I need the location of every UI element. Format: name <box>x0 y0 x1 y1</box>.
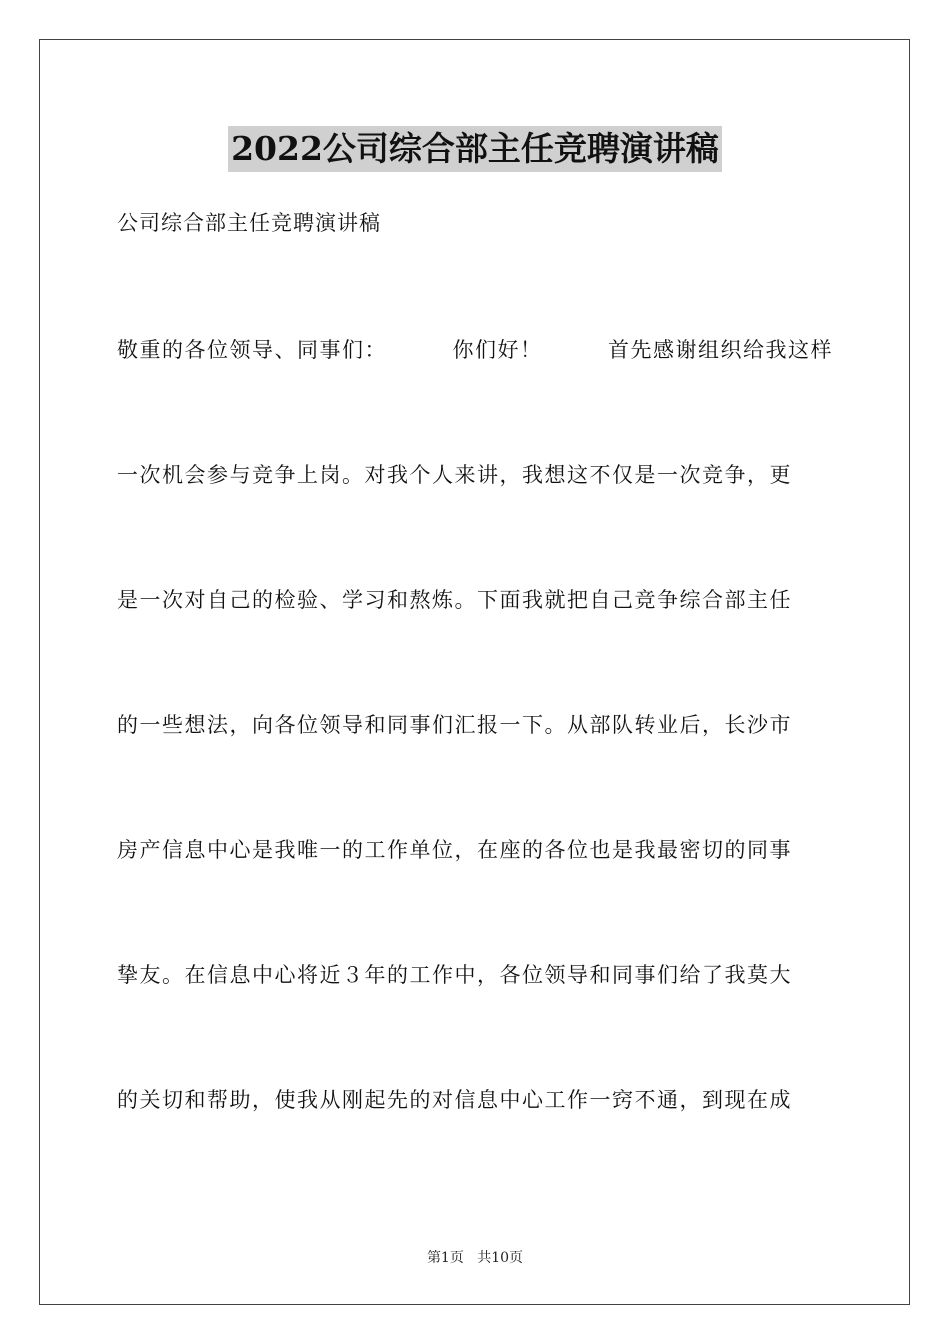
body-line-text: 一次机会参与竞争上岗。对我个人来讲，我想这不仅是一次竞争，更 <box>117 463 792 487</box>
body-line-2 <box>117 455 833 580</box>
document-title: 2022公司综合部主任竞聘演讲稿 <box>228 126 722 172</box>
greeting-salutation: 敬重的各位领导、同事们： <box>117 338 387 362</box>
body-line-text: 挚友。在信息中心将近３年的工作中，各位领导和同事们给了我莫大 <box>117 963 792 987</box>
body-line-7 <box>117 1080 833 1205</box>
page-footer <box>0 1248 950 1268</box>
body-line-5 <box>117 830 833 955</box>
page-number: 第1页 <box>426 1250 464 1266</box>
body-line-4 <box>117 705 833 830</box>
body-line-text: 房产信息中心是我唯一的工作单位，在座的各位也是我最密切的同事 <box>117 838 792 862</box>
body-line-text: 是一次对自己的检验、学习和熬炼。下面我就把自己竞争综合部主任 <box>117 588 792 612</box>
body-line-text: 的一些想法，向各位领导和同事们汇报一下。从部队转业后，长沙市 <box>117 713 792 737</box>
body-line-3 <box>117 580 833 705</box>
body-text <box>117 330 833 1205</box>
body-line-6 <box>117 955 833 1080</box>
greeting-hello: 你们好！ <box>452 338 543 362</box>
greeting-thanks: 首先感谢组织给我这样 <box>608 338 833 362</box>
body-line-text: 的关切和帮助，使我从刚起先的对信息中心工作一窍不通，到现在成 <box>117 1088 792 1112</box>
body-line-1 <box>117 330 833 455</box>
title-container <box>0 126 950 172</box>
page-total: 共10页 <box>477 1250 524 1266</box>
document-subtitle: 公司综合部主任竞聘演讲稿 <box>117 211 381 235</box>
